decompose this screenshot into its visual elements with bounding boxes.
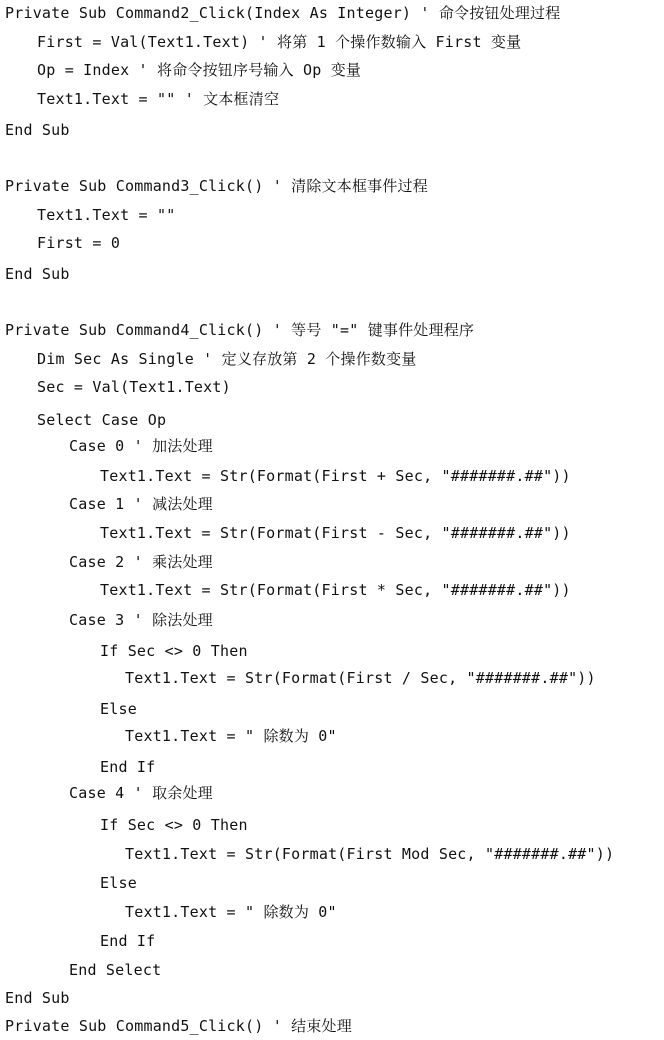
code-line: First = Val(Text1.Text) ' 将第 1 个操作数输入 First 变量 xyxy=(37,33,522,51)
code-line: Case 1 ' 减法处理 xyxy=(69,495,213,513)
code-line: If Sec <> 0 Then xyxy=(100,642,248,660)
code-line: Case 3 ' 除法处理 xyxy=(69,611,213,629)
code-line: First = 0 xyxy=(37,234,121,252)
code-line: If Sec <> 0 Then xyxy=(100,816,248,834)
code-line: Select Case Op xyxy=(37,411,167,429)
code-line: Else xyxy=(100,700,137,718)
code-line: End Sub xyxy=(5,265,70,283)
code-line: Private Sub Command5_Click() ' 结束处理 xyxy=(5,1017,352,1035)
code-line: End Select xyxy=(69,961,162,979)
code-line: Text1.Text = Str(Format(First / Sec, "#######.##")) xyxy=(125,669,596,687)
code-line: Private Sub Command4_Click() ' 等号 "=" 键事件处理程序 xyxy=(5,321,475,339)
code-line: Text1.Text = Str(Format(First Mod Sec, "#######.##")) xyxy=(125,845,615,863)
code-line: Case 2 ' 乘法处理 xyxy=(69,553,213,571)
code-line: Dim Sec As Single ' 定义存放第 2 个操作数变量 xyxy=(37,350,417,368)
code-line: End If xyxy=(100,758,156,776)
code-line: Text1.Text = " 除数为 0" xyxy=(125,903,337,921)
code-line: Text1.Text = "" xyxy=(37,206,176,224)
code-line: Text1.Text = Str(Format(First + Sec, "#######.##")) xyxy=(100,467,571,485)
code-line: Case 0 ' 加法处理 xyxy=(69,437,213,455)
code-line: Text1.Text = Str(Format(First * Sec, "#######.##")) xyxy=(100,581,571,599)
code-line: End Sub xyxy=(5,121,70,139)
code-line: Else xyxy=(100,874,137,892)
code-line: Private Sub Command2_Click(Index As Integer) ' 命令按钮处理过程 xyxy=(5,4,561,22)
code-line: Op = Index ' 将命令按钮序号输入 Op 变量 xyxy=(37,61,362,79)
code-line: Text1.Text = "" ' 文本框清空 xyxy=(37,90,280,108)
code-line: Case 4 ' 取余处理 xyxy=(69,784,213,802)
code-line: Private Sub Command3_Click() ' 清除文本框事件过程 xyxy=(5,177,428,195)
code-line: Sec = Val(Text1.Text) xyxy=(37,378,231,396)
code-line: End Sub xyxy=(5,989,70,1007)
code-line: Text1.Text = Str(Format(First - Sec, "#######.##")) xyxy=(100,524,571,542)
code-line: End If xyxy=(100,932,156,950)
code-line: Text1.Text = " 除数为 0" xyxy=(125,727,337,745)
